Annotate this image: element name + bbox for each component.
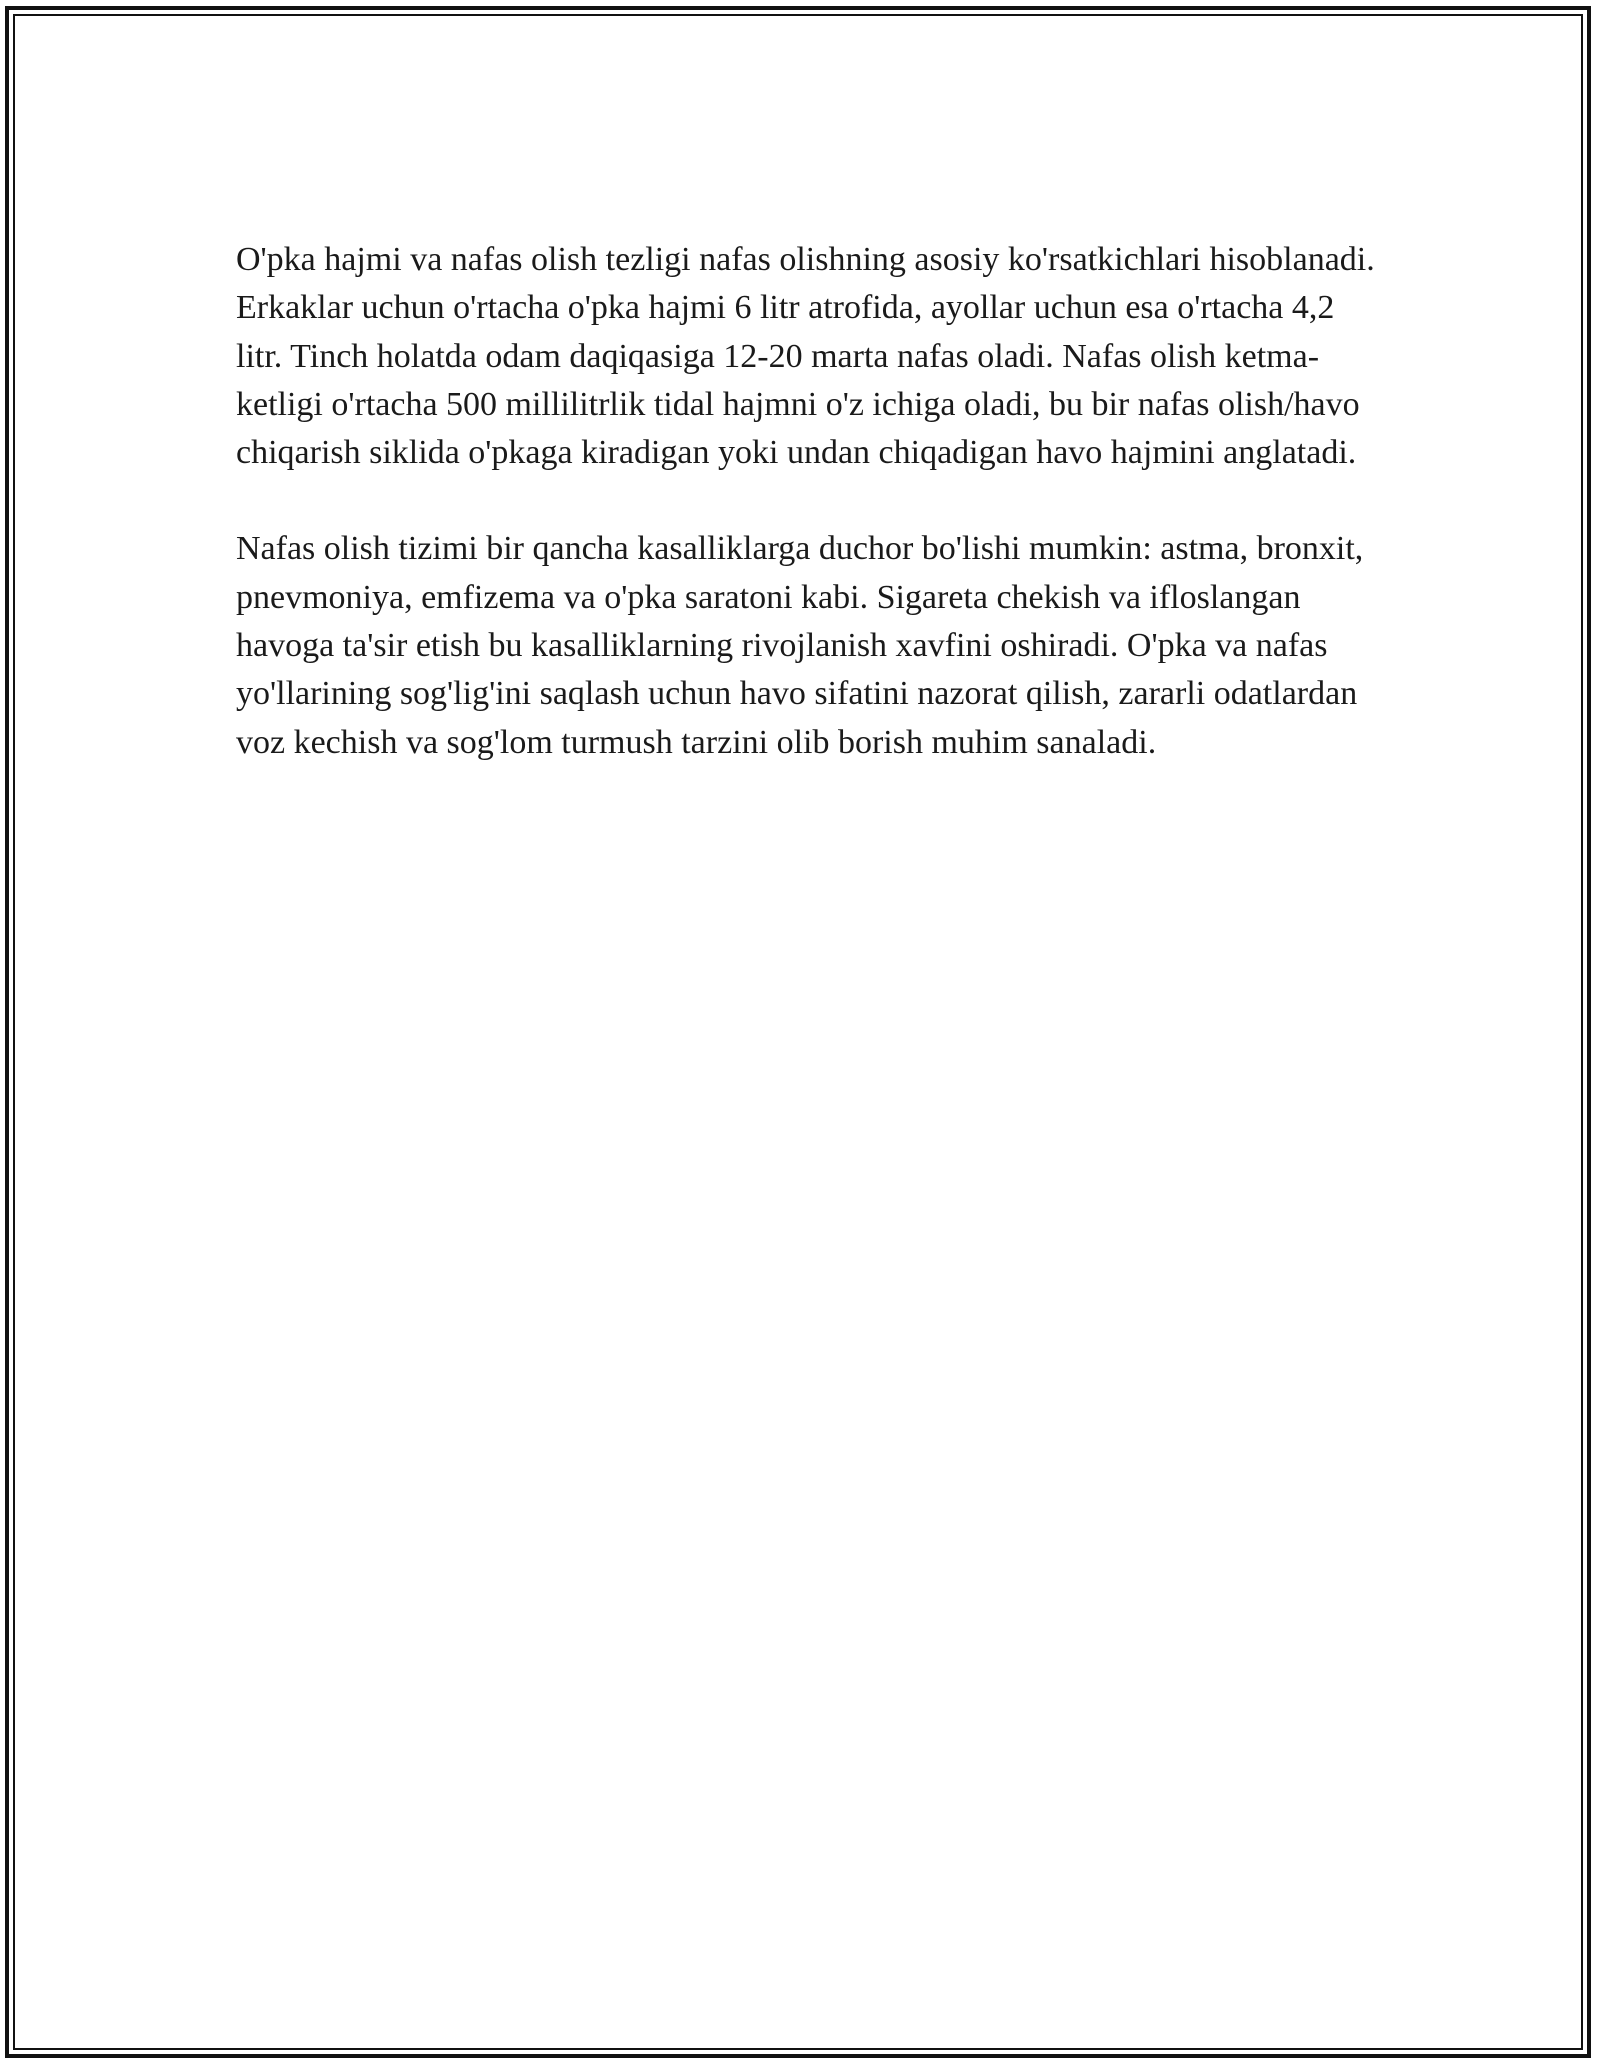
paragraph-lung-volume: O'pka hajmi va nafas olish tezligi nafas olishning asosiy ko'rsatkichlari hisoblanadi. Erkaklar uchun o'rtacha o'pka hajmi 6 litr atrofida, ayollar uchun esa o'rtacha 4,2 litr. Tinch holatda odam daqiqasiga 12-20 marta nafas oladi. Nafas olish ketma-ketligi o'rtacha 500 millilitrlik tidal hajmni o'z ichiga oladi, bu bir nafas olish/havo chiqarish siklida o'pkaga kiradigan yoki undan chiqadigan havo hajmini anglatadi. (236, 241, 1375, 472)
document-body (236, 236, 1386, 767)
paragraph-respiratory-diseases: Nafas olish tizimi bir qancha kasalliklarga duchor bo'lishi mumkin: astma, bronxit, pnevmoniya, emfizema va o'pka saratoni kabi. Sigareta chekish va ifloslangan havoga ta'sir etish bu kasalliklarning rivojlanish xavfini oshiradi. O'pka va nafas yo'llarining sog'lig'ini saqlash uchun havo sifatini nazorat qilish, zararli odatlardan voz kechish va sog'lom turmush tarzini olib borish muhim sanaladi. (236, 530, 1364, 761)
